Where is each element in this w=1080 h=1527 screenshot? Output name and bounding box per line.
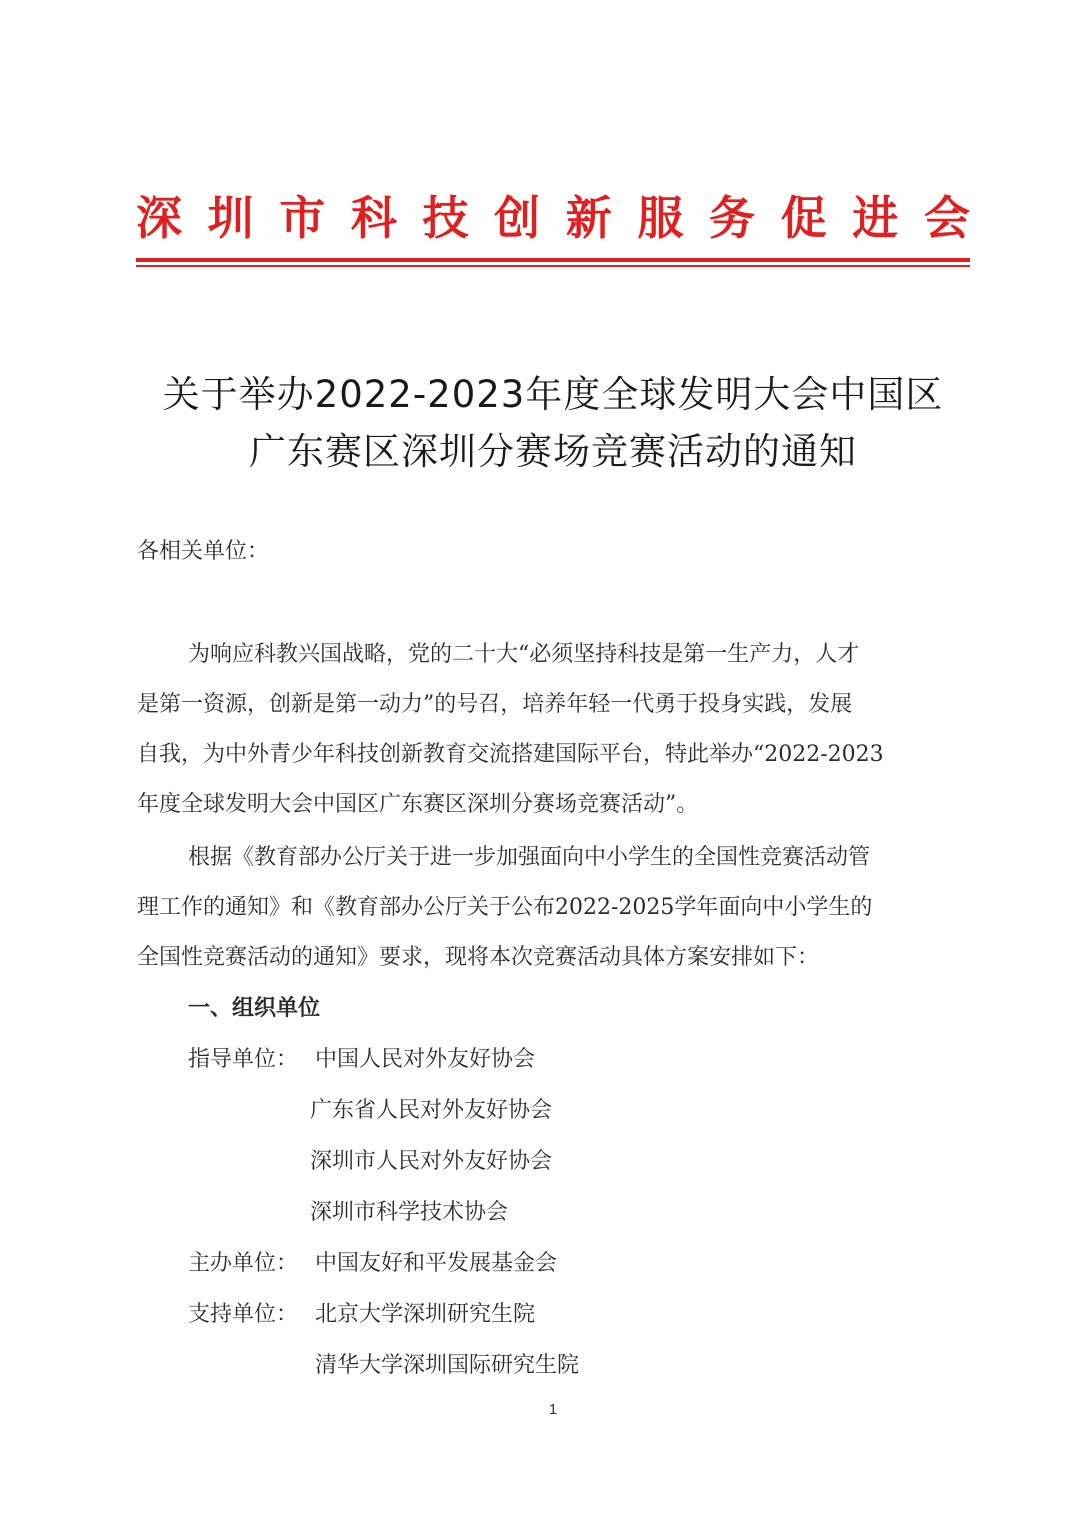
org-char: 服 — [637, 191, 684, 245]
org-char: 技 — [422, 191, 469, 245]
page-number: 1 — [548, 1401, 558, 1418]
org-char: 圳 — [207, 191, 254, 245]
guidance-label: 指导单位： — [188, 1047, 299, 1072]
org-char: 新 — [565, 191, 612, 245]
support-unit: 北京大学深圳研究生院 — [315, 1302, 536, 1327]
header-divider-thick — [136, 258, 970, 262]
paragraph-1-line-3: 自我，为中外青少年科技创新教育交流搭建国际平台，特此举办“2022-2023 — [137, 742, 884, 767]
paragraph-1-line-1: 为响应科教兴国战略，党的二十大“必须坚持科技是第一生产力，人才 — [188, 642, 860, 667]
host-label: 主办单位： — [188, 1251, 299, 1276]
org-char: 科 — [350, 191, 397, 245]
paragraph-1-line-2: 是第一资源，创新是第一动力”的号召，培养年轻一代勇于投身实践，发展 — [137, 692, 853, 717]
org-char: 创 — [494, 191, 541, 245]
org-header — [136, 188, 970, 248]
guidance-unit: 中国人民对外友好协会 — [315, 1047, 536, 1072]
header-divider-thin — [136, 265, 970, 267]
support-unit: 清华大学深圳国际研究生院 — [315, 1353, 580, 1378]
org-char: 务 — [709, 191, 755, 245]
paragraph-2-line-1: 根据《教育部办公厅关于进一步加强面向中小学生的全国性竞赛活动管 — [188, 845, 871, 870]
org-char: 进 — [852, 191, 899, 245]
guidance-unit: 深圳市人民对外友好协会 — [310, 1149, 553, 1174]
section-1-heading: 一、组织单位 — [188, 996, 321, 1021]
guidance-unit: 深圳市科学技术协会 — [310, 1200, 509, 1225]
org-char: 会 — [923, 191, 970, 245]
host-unit: 中国友好和平发展基金会 — [315, 1251, 558, 1276]
guidance-unit: 广东省人民对外友好协会 — [310, 1098, 553, 1123]
org-char: 深 — [136, 191, 182, 245]
paragraph-1-line-4: 年度全球发明大会中国区广东赛区深圳分赛场竞赛活动”。 — [137, 792, 699, 817]
paragraph-2-line-2: 理工作的通知》和《教育部办公厅关于公布2022-2025学年面向中小学生的 — [137, 895, 873, 920]
document-title-line-1: 关于举办2022-2023年度全球发明大会中国区 — [162, 373, 944, 416]
salutation: 各相关单位： — [137, 539, 270, 564]
org-char: 市 — [279, 191, 326, 245]
org-char: 促 — [780, 191, 827, 245]
paragraph-2-line-3: 全国性竞赛活动的通知》要求，现将本次竞赛活动具体方案安排如下： — [137, 945, 820, 970]
document-title-line-2: 广东赛区深圳分赛场竞赛活动的通知 — [249, 430, 857, 473]
support-label: 支持单位： — [188, 1302, 299, 1327]
